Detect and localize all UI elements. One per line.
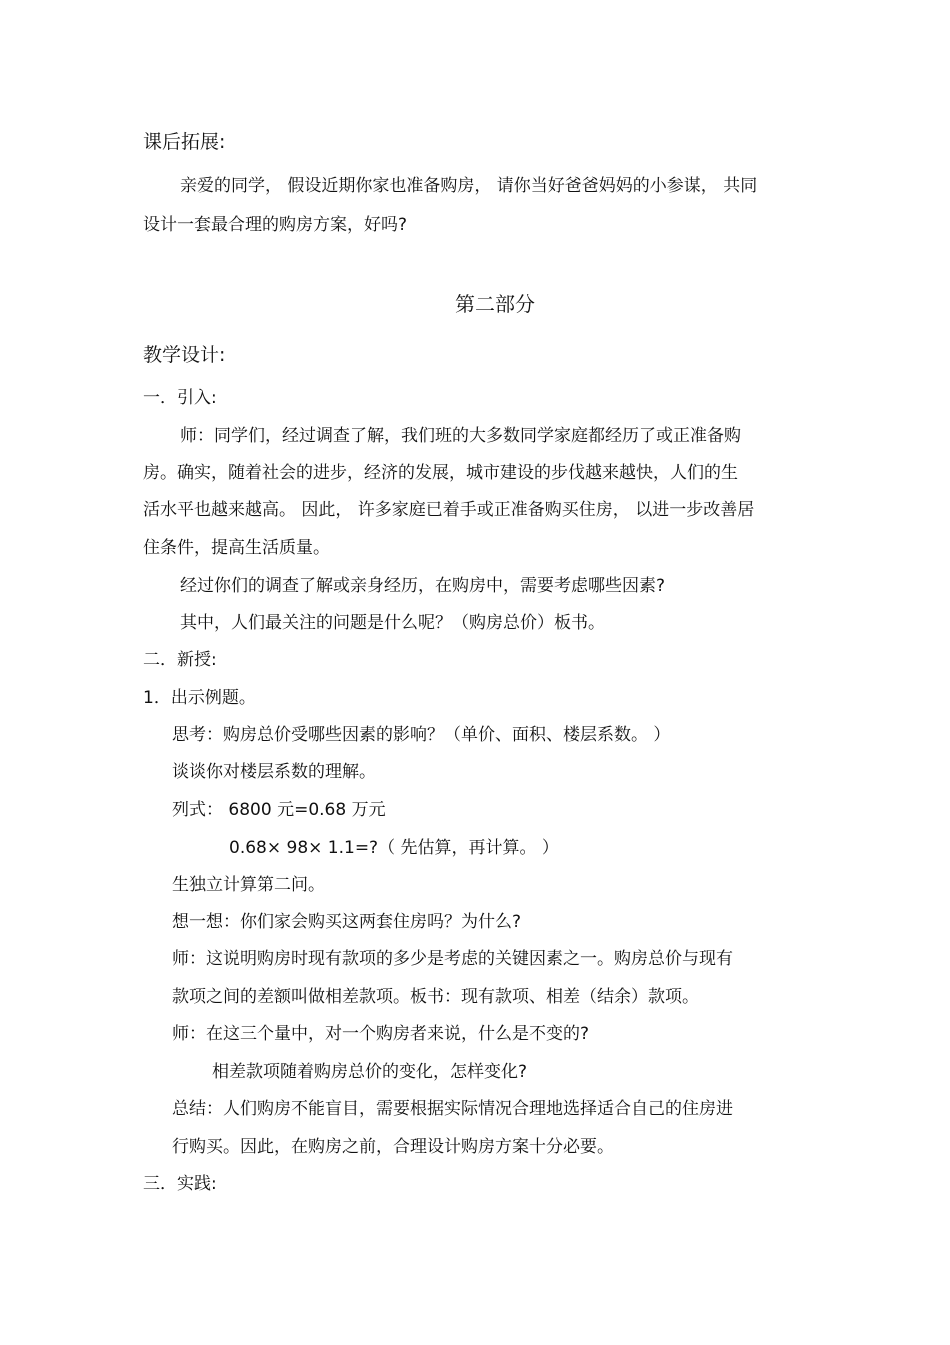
summary-line-2: 行购买。因此，在购房之前，合理设计购房方案十分必要。 (172, 1137, 614, 1157)
teacher-question: 师：在这三个量中，对一个购房者来说，什么是不变的? (172, 1024, 590, 1044)
intro-paragraph-line-3: 活水平也越来越高。 因此， 许多家庭已着手或正准备购买住房， 以进一步改善居 (143, 500, 755, 520)
new-lesson-heading: 二．新授: (143, 650, 217, 670)
summary-line-1: 总结：人们购房不能盲目，需要根据实际情况合理地选择适合自己的住房进 (172, 1099, 733, 1119)
teacher-line-2: 款项之间的差额叫做相差款项。板书：现有款项、相差（结余）款项。 (172, 987, 699, 1007)
talk-line: 谈谈你对楼层系数的理解。 (172, 762, 376, 782)
intro-heading: 一．引入: (143, 388, 217, 408)
after-class-paragraph-line-2: 设计一套最合理的购房方案，好吗? (143, 215, 408, 235)
after-class-heading: 课后拓展: (143, 131, 226, 153)
intro-paragraph-line-4: 住条件，提高生活质量。 (143, 538, 330, 558)
intro-question-2: 其中，人们最关注的问题是什么呢？（购房总价）板书。 (180, 613, 605, 633)
part-title: 第二部分 (455, 292, 535, 316)
think-line: 思考：购房总价受哪些因素的影响？（单价、面积、楼层系数。 ） (172, 725, 671, 745)
calc-second-question: 生独立计算第二问。 (172, 875, 325, 895)
intro-paragraph-line-2: 房。确实，随着社会的进步，经济的发展，城市建设的步伐越来越快，人们的生 (143, 463, 738, 483)
teaching-design-heading: 教学设计: (143, 344, 226, 366)
formula-line-1: 列式： 6800 元=0.68 万元 (172, 800, 386, 820)
intro-paragraph-line-1: 师：同学们，经过调查了解，我们班的大多数同学家庭都经历了或正准备购 (180, 426, 741, 446)
think-again-line: 想一想：你们家会购买这两套住房吗？为什么? (172, 912, 522, 932)
example-item: 1．出示例题。 (143, 688, 256, 708)
change-question: 相差款项随着购房总价的变化，怎样变化? (212, 1062, 528, 1082)
teacher-line-1: 师：这说明购房时现有款项的多少是考虑的关键因素之一。购房总价与现有 (172, 949, 733, 969)
practice-heading: 三．实践: (143, 1174, 217, 1194)
intro-question-1: 经过你们的调查了解或亲身经历，在购房中，需要考虑哪些因素? (180, 576, 666, 596)
after-class-paragraph-line-1: 亲爱的同学， 假设近期你家也准备购房， 请你当好爸爸妈妈的小参谋， 共同 (180, 176, 758, 196)
formula-line-2: 0.68× 98× 1.1=?（ 先估算，再计算。 ） (229, 838, 559, 858)
